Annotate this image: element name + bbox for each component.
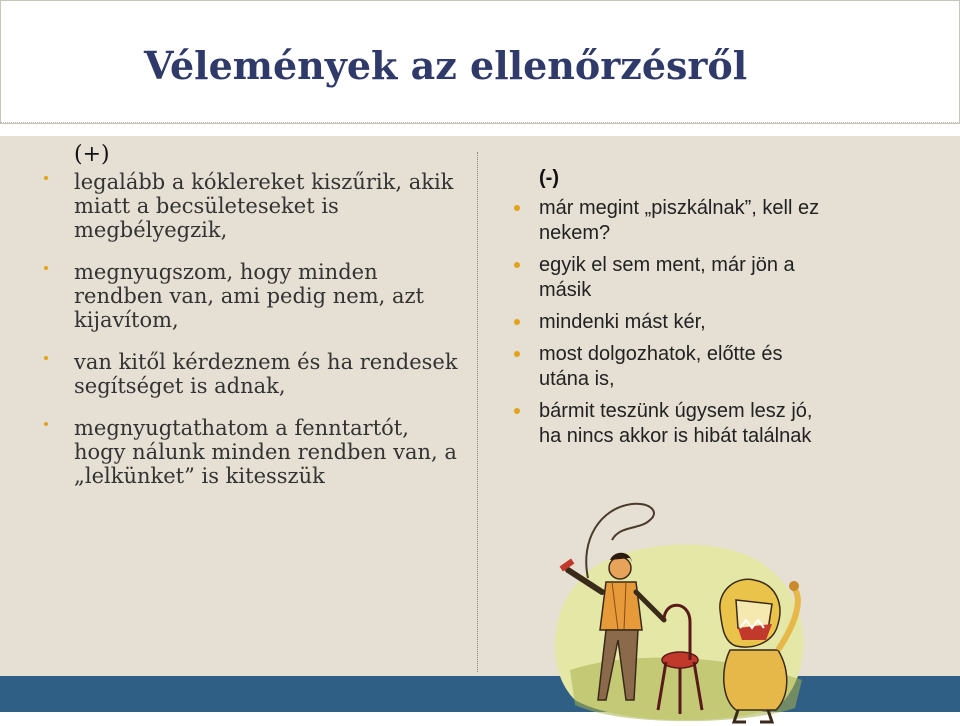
cons-item-text: mindenki mást kér, — [539, 311, 706, 333]
title-band — [0, 0, 960, 124]
bullet-icon — [44, 422, 48, 426]
pros-heading: (+) — [74, 142, 110, 167]
cons-list — [508, 196, 828, 449]
column-divider — [477, 152, 478, 672]
bullet-icon — [514, 319, 520, 325]
bullet-icon — [514, 351, 520, 357]
cons-list-item — [508, 342, 828, 392]
cons-list-item — [508, 253, 828, 303]
lion-tamer-clipart-icon — [540, 500, 820, 726]
bullet-icon — [514, 262, 520, 268]
pros-item-text: van kitől kérdeznem és ha rendesek segítséget is adnak, — [74, 350, 458, 398]
cons-item-text: egyik el sem ment, már jön a másik — [539, 254, 795, 301]
bullet-icon — [44, 176, 48, 180]
pros-list-item — [40, 416, 460, 488]
cons-column — [508, 166, 828, 456]
cons-heading: (-) — [539, 167, 559, 189]
cons-list-item — [508, 196, 828, 246]
pros-list — [40, 170, 460, 488]
bullet-icon — [514, 205, 520, 211]
title-gap — [0, 124, 960, 136]
pros-list-item — [40, 170, 460, 242]
bullet-icon — [44, 356, 48, 360]
pros-item-text: megnyugszom, hogy minden rendben van, ami pedig nem, azt kijavítom, — [74, 260, 424, 332]
pros-item-text: megnyugtathatom a fenntartót, hogy nálunk minden rendben van, a „lelkünket” is kitesszük — [74, 416, 457, 488]
cons-list-item — [508, 310, 828, 335]
cons-list-item — [508, 399, 828, 449]
slide-title: Vélemények az ellenőrzésről — [144, 43, 748, 88]
cons-item-text: bármit teszünk úgysem lesz jó, ha nincs akkor is hibát találnak — [539, 400, 813, 447]
pros-item-text: legalább a kóklereket kiszűrik, akik miatt a becsületeseket is megbélyegzik, — [74, 170, 454, 242]
cons-item-text: most dolgozhatok, előtte és utána is, — [539, 343, 783, 390]
bullet-icon — [44, 266, 48, 270]
pros-list-item — [40, 350, 460, 398]
bullet-icon — [514, 408, 520, 414]
pros-list-item — [40, 260, 460, 332]
pros-column — [40, 142, 460, 506]
cons-item-text: már megint „piszkálnak”, kell ez nekem? — [539, 197, 820, 244]
